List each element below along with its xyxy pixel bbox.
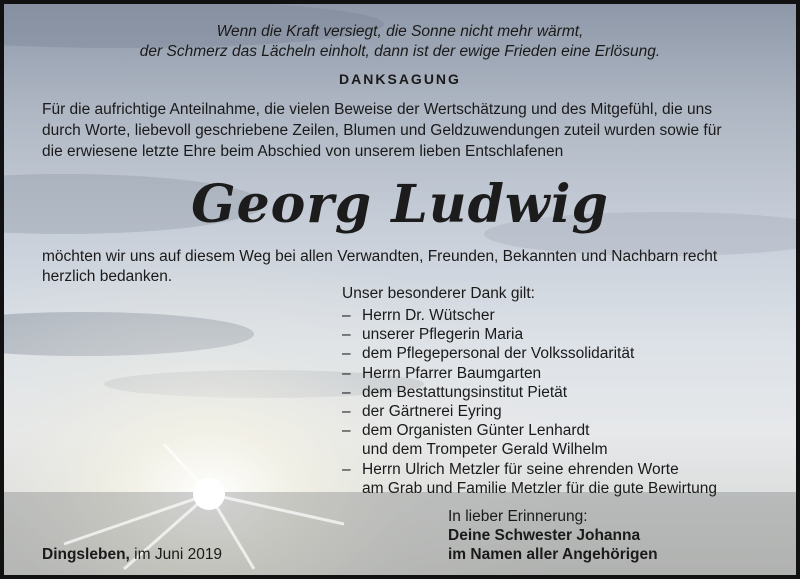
dash: – (342, 422, 351, 440)
list-item-continuation: am Grab und Familie Metzler für die gute Bewirtung (362, 479, 717, 497)
intro-line-3: die erwiesene letzte Ehre beim Abschied von unserem lieben Entschlafenen (42, 143, 564, 160)
sun (193, 478, 225, 510)
place-date (42, 545, 222, 564)
list-item: – der Gärtnerei Eyring (342, 403, 502, 421)
list-item: – dem Organisten Günter Lenhardt (342, 422, 590, 440)
thanks-line-2: herzlich bedanken. (42, 268, 173, 285)
thanks-list (342, 306, 717, 498)
thanks-line-1: möchten wir uns auf diesem Weg bei allen Verwandten, Freunden, Bekannten und Nachbarn recht (42, 248, 718, 265)
dash: – (342, 364, 351, 382)
list-item: – dem Pflegepersonal der Volkssolidarität (342, 345, 635, 363)
list-item: – dem Bestattungsinstitut Pietät (342, 383, 568, 401)
deceased-name: Georg Ludwig (191, 174, 609, 235)
motto-line-2: der Schmerz das Lächeln einholt, dann ist der ewige Frieden eine Erlösung. (139, 43, 661, 60)
intro-line-1: Für die aufrichtige Anteilnahme, die vielen Beweise der Wertschätzung und des Mitgefühl, die uns (42, 101, 713, 118)
place: Dingsleben, (42, 546, 130, 563)
memory-label: In lieber Erinnerung: (448, 508, 588, 525)
list-item: – unserer Pflegerin Maria (342, 326, 524, 344)
list-item: – Herrn Ulrich Metzler für seine ehrenden Worte (342, 460, 679, 478)
signer-line-1: Deine Schwester Johanna (448, 527, 641, 544)
date: im Juni 2019 (134, 546, 223, 563)
list-item: – Herrn Pfarrer Baumgarten (342, 364, 542, 382)
dash: – (342, 403, 351, 421)
signer-line-2: im Namen aller Angehörigen (448, 546, 658, 563)
list-item: – Herrn Dr. Wütscher (342, 307, 495, 324)
intro-line-2: durch Worte, liebevoll geschriebene Zeilen, Blumen und Geldzuwendungen zuteil wurden sowie für (42, 122, 722, 139)
dash: – (342, 383, 351, 401)
dash: – (342, 326, 351, 344)
dash: – (342, 307, 351, 324)
motto-line-1: Wenn die Kraft versiegt, die Sonne nicht mehr wärmt, (216, 23, 584, 40)
dash: – (342, 460, 351, 478)
heading: DANKSAGUNG (339, 71, 461, 87)
list-item-continuation: und dem Trompeter Gerald Wilhelm (362, 441, 608, 459)
special-thanks-label: Unser besonderer Dank gilt: (342, 285, 535, 302)
dash: – (342, 345, 351, 363)
